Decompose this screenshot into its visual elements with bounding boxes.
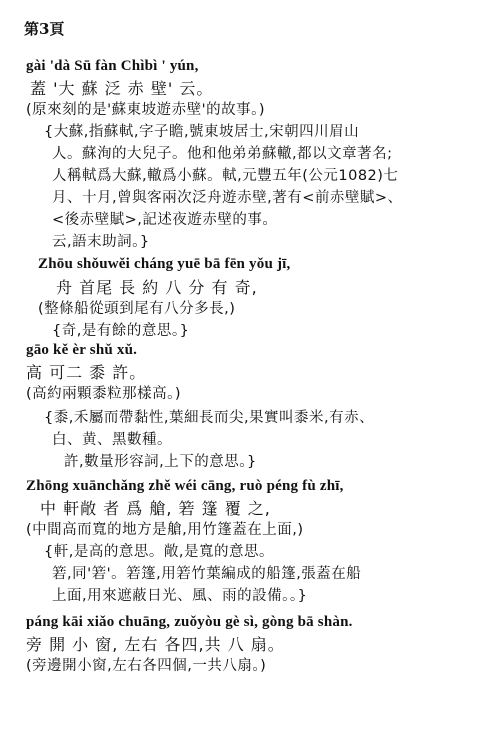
note-line: 云,語末助詞。} bbox=[52, 234, 150, 250]
translation-line: (整條船從頭到尾有八分多長,) bbox=[38, 301, 236, 317]
note-line: <後赤壁賦>,記述夜遊赤壁的事。 bbox=[52, 212, 278, 228]
translation-line: (原來刻的是'蘇東坡遊赤壁'的故事。) bbox=[26, 102, 266, 118]
page-label: 第3頁 bbox=[24, 20, 65, 38]
note-line: 許,數量形容詞,上下的意思。} bbox=[64, 454, 257, 470]
note-line: {奇,是有餘的意思。} bbox=[52, 323, 190, 339]
hanzi-line: 旁 開 小 窗, 左右 各四,共 八 扇。 bbox=[26, 635, 285, 654]
hanzi-line: 中 軒敞 者 爲 艙, 箬 篷 覆 之, bbox=[40, 499, 271, 518]
pinyin-line: Zhōng xuānchǎng zhě wéi cāng, ruò péng fù zhī, bbox=[26, 478, 344, 494]
note-line: {大蘇,指蘇軾,字子瞻,號東坡居士,宋朝四川眉山 bbox=[44, 124, 360, 140]
pinyin-line: gāo kě èr shǔ xǔ. bbox=[26, 342, 138, 358]
pinyin-line: gài 'dà Sū fàn Chìbì ' yún, bbox=[26, 58, 199, 74]
hanzi-line: 舟 首尾 長 約 八 分 有 奇, bbox=[56, 278, 258, 297]
note-line: 人稱軾爲大蘇,轍爲小蘇。軾,元豐五年(公元1082)七 bbox=[52, 168, 399, 184]
pinyin-line: Zhōu shǒuwěi cháng yuē bā fēn yǒu jī, bbox=[38, 256, 291, 272]
hanzi-line: 高 可二 黍 許。 bbox=[26, 363, 147, 382]
note-line: 月、十月,曾與客兩次泛舟遊赤壁,著有<前赤壁賦>、 bbox=[52, 190, 403, 206]
note-line: {軒,是高的意思。敞,是寬的意思。 bbox=[44, 544, 274, 560]
translation-line: (中間高而寬的地方是艙,用竹篷蓋在上面,) bbox=[26, 522, 304, 538]
note-line: 白、黄、黑數種。 bbox=[52, 432, 172, 448]
note-line: {黍,禾屬而帶黏性,葉細長而尖,果實叫黍米,有赤、 bbox=[44, 410, 375, 426]
note-line: 箬,同'箬'。箬篷,用箬竹葉編成的船篷,張蓋在船 bbox=[52, 566, 362, 582]
translation-line: (旁邊開小窗,左右各四個,一共八扇。) bbox=[26, 658, 267, 674]
note-line: 人。蘇洵的大兒子。他和他弟弟蘇轍,都以文章著名; bbox=[52, 146, 393, 162]
note-line: 上面,用來遮蔽日光、風、雨的設備。。} bbox=[52, 588, 308, 604]
pinyin-line: páng kāi xiǎo chuāng, zuǒyòu gè sì, gòng bā shàn. bbox=[26, 614, 353, 630]
translation-line: (高約兩顆黍粒那樣高。) bbox=[26, 386, 182, 402]
hanzi-line: 蓋 '大 蘇 泛 赤 壁' 云。 bbox=[30, 79, 214, 98]
